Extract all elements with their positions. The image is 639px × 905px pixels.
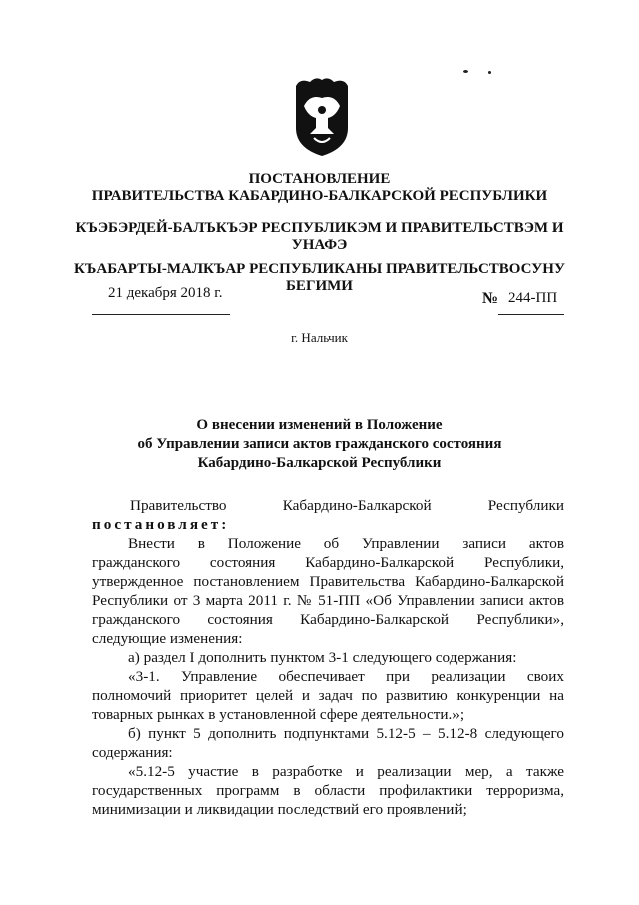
decree-title xyxy=(0,416,639,473)
title-line: Кабардино-Балкарской Республики xyxy=(197,455,442,471)
paragraph-line: «5.12-5 участие в разработке и реализации мер, а также xyxy=(128,763,564,780)
header-line: УНАФЭ xyxy=(291,237,348,253)
intro-word: Кабардино-Балкарской xyxy=(282,497,432,514)
decree-word: постановляет: xyxy=(92,516,230,533)
coat-of-arms-emblem xyxy=(290,76,354,158)
paragraph-line: «3-1. Управление обеспечивает при реализации своих xyxy=(128,668,564,685)
decree-body xyxy=(92,496,564,819)
header-kabardian xyxy=(0,220,639,254)
paragraph: полномочий приоритет целей и задач по развитию конкуренции на товарных рынках в установленной сфере деятельности.»; xyxy=(92,687,564,723)
scan-speck xyxy=(488,71,491,74)
paragraph: государственных программ в области профилактики терроризма, минимизации и ликвидации последствий его проявлений; xyxy=(92,782,564,818)
header-line: КЪЭБЭРДЕЙ-БАЛЪКЪЭР РЕСПУБЛИКЭМ И ПРАВИТЕЛЬСТВЭМ И xyxy=(75,220,564,236)
decree-number: 244-ПП xyxy=(508,290,558,306)
number-label: № xyxy=(482,290,499,307)
paragraph: содержания: xyxy=(92,744,173,761)
intro-word: Республики xyxy=(487,497,564,514)
header-line: ПОСТАНОВЛЕНИЕ xyxy=(248,171,391,187)
header-line: ПРАВИТЕЛЬСТВА КАБАРДИНО-БАЛКАРСКОЙ РЕСПУБЛИКИ xyxy=(91,188,548,204)
item-a: а) раздел I дополнить пунктом 3-1 следующего содержания: xyxy=(128,649,517,666)
intro-line xyxy=(92,496,564,515)
city-name: г. Нальчик xyxy=(291,330,348,345)
header-line: КЪАБАРТЫ-МАЛКЪАР РЕСПУБЛИКАНЫ ПРАВИТЕЛЬСТВОСУНУ xyxy=(74,261,565,277)
number-underline xyxy=(498,314,564,315)
title-line: О внесении изменений в Положение xyxy=(196,417,443,433)
scan-speck xyxy=(463,70,468,73)
title-line: об Управлении записи актов гражданского состояния xyxy=(137,436,502,452)
paragraph: гражданского состояния Кабардино-Балкарской Республики, утвержденное постановлением Правительства Кабардино-Балкарской Республики от 3 марта 2011 г. № 51-ПП «Об Управлении записи актов гражданского состояния Кабардино-Балкарской Республики», следующие изменения: xyxy=(92,554,564,647)
document-header xyxy=(0,171,639,205)
header-line: БЕГИМИ xyxy=(286,278,353,294)
intro-word: Правительство xyxy=(130,497,227,514)
decree-date: 21 декабря 2018 г. xyxy=(108,285,223,301)
date-underline xyxy=(92,314,230,315)
paragraph-line: Внести в Положение об Управлении записи актов xyxy=(128,535,564,552)
paragraph-line: б) пункт 5 дополнить подпунктами 5.12-5 – 5.12-8 следующего xyxy=(128,725,564,742)
